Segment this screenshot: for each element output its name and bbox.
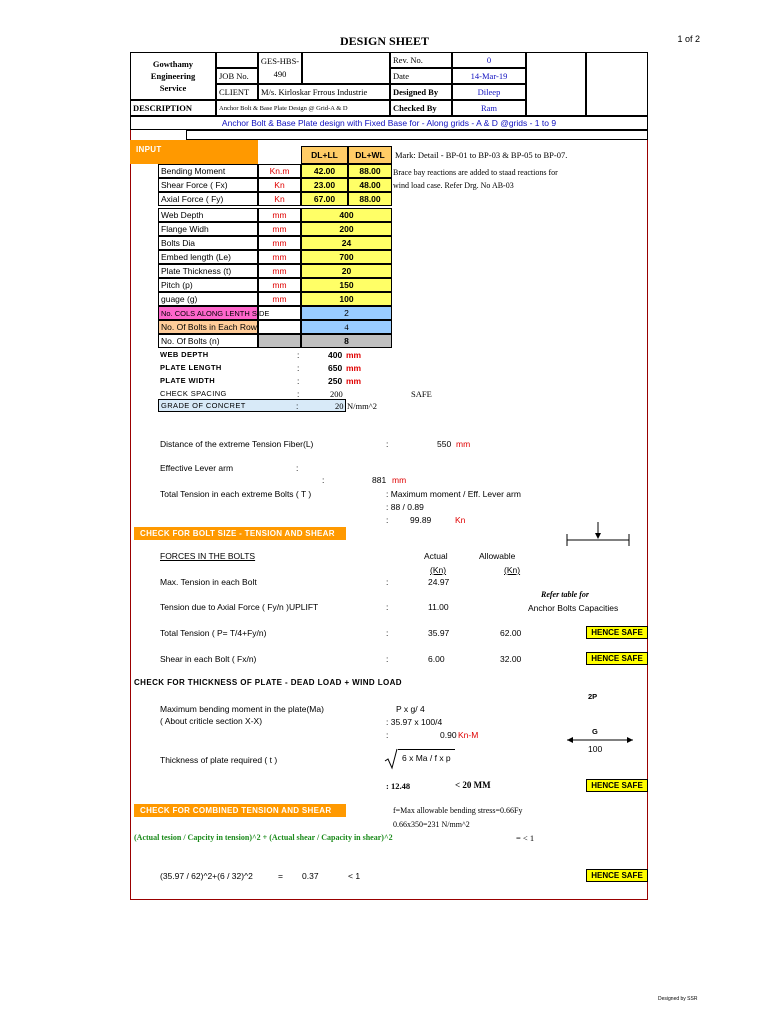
- design-subtitle: Anchor Bolt & Base Plate design with Fixed Base for - Along grids - A & D @grids - 1 to 9: [130, 116, 648, 130]
- refer-note: Refer table for: [541, 590, 589, 599]
- param-label: guage (g): [158, 292, 258, 306]
- thickness-label: Thickness of plate required ( t ): [160, 755, 278, 765]
- allowable-unit: (Kn): [504, 565, 521, 575]
- total-tension-label: Total Tension in each extreme Bolts ( T ): [160, 489, 312, 499]
- root-sign: [384, 748, 398, 770]
- anchor-note: Anchor Bolts Capacities: [528, 603, 619, 613]
- input-band: INPUT: [130, 140, 258, 164]
- plate-row-value: 250: [328, 376, 343, 386]
- moment-unit: Kn-M: [458, 730, 479, 740]
- param-unit: mm: [258, 236, 301, 250]
- param-value[interactable]: 150: [301, 278, 392, 292]
- rev-value: 0: [452, 52, 526, 68]
- dim-100: 100: [588, 744, 603, 754]
- distance-unit: mm: [456, 439, 471, 449]
- bolt-row-actual: 24.97: [428, 577, 450, 587]
- bolt-row-actual: 11.00: [428, 602, 449, 612]
- combined-value: 0.37: [302, 871, 319, 881]
- moment-colon: :: [386, 730, 389, 740]
- thickness-verdict: HENCE SAFE: [586, 779, 648, 792]
- bolts-row-unit-blank: [258, 320, 301, 334]
- total-tension-colon: :: [386, 515, 389, 525]
- root-expression: 6 x Ma / f x p: [398, 749, 455, 763]
- brace-note-2: wind load case. Refer Drg. No AB-03: [393, 181, 514, 190]
- client-label: CLIENT: [216, 84, 258, 100]
- param-value[interactable]: 20: [301, 264, 392, 278]
- bolt-row-verdict: HENCE SAFE: [586, 652, 648, 665]
- designed-label: Designed By: [390, 84, 452, 100]
- distance-value: 550: [437, 439, 452, 449]
- page-number: 1 of 2: [677, 34, 700, 44]
- moment-formula: P x g/ 4: [396, 704, 425, 714]
- bolts-each-row-value[interactable]: 4: [301, 320, 392, 334]
- combined-lt: < 1: [348, 871, 361, 881]
- combined-verdict: HENCE SAFE: [586, 869, 648, 882]
- load-arrow-icon: [595, 533, 601, 539]
- lever-label: Effective Lever arm: [160, 463, 234, 473]
- bolts-each-row-label: No. Of Bolts in Each Row: [158, 320, 258, 334]
- subtitle-grid: [186, 130, 648, 140]
- bolt-row-actual: 6.00: [428, 654, 445, 664]
- param-unit: mm: [258, 222, 301, 236]
- check-spacing-result: SAFE: [411, 389, 432, 399]
- job-number: GES-HBS- 490: [258, 52, 302, 84]
- bolt-row-colon: :: [386, 602, 389, 612]
- nbolts-label: No. Of Bolts (n): [158, 334, 258, 348]
- load-unit: Kn: [258, 192, 301, 206]
- param-label: Plate Thickness (t): [158, 264, 258, 278]
- nbolts-value: 8: [301, 334, 392, 348]
- brace-note-1: Brace bay reactions are added to staad reactions for: [393, 168, 558, 177]
- checked-value: Ram: [452, 100, 526, 116]
- grade-value: 20: [335, 400, 344, 411]
- bolt-check-band: CHECK FOR BOLT SIZE - TENSION AND SHEAR: [134, 527, 346, 540]
- actual-unit: (Kn): [430, 565, 447, 575]
- plate-row-label: WEB DEPTH: [160, 350, 209, 359]
- grade-row: [158, 399, 346, 412]
- header-blank-3: [526, 52, 586, 116]
- plate-row-label: PLATE WIDTH: [160, 376, 216, 385]
- param-label: Embed length (Le): [158, 250, 258, 264]
- param-label: Bolts Dia: [158, 236, 258, 250]
- load-label: Bending Moment: [158, 164, 258, 178]
- total-tension-unit: Kn: [455, 515, 466, 525]
- header-blank-4: [586, 52, 648, 116]
- plate-row-colon: :: [297, 376, 300, 386]
- plate-check-heading: CHECK FOR THICKNESS OF PLATE - DEAD LOAD + WIND LOAD: [134, 678, 402, 687]
- cols-unit-blank: [258, 306, 301, 320]
- bolt-row-colon: :: [386, 654, 389, 664]
- grade-colon: :: [296, 400, 299, 411]
- description-label: DESCRIPTION: [130, 100, 216, 116]
- header-blank: [216, 52, 258, 68]
- moment-sub: ( About criticle section X-X): [160, 716, 263, 726]
- col-header-dlwl: DL+WL: [348, 146, 392, 164]
- plate-row-colon: :: [297, 350, 300, 360]
- bolt-row-label: Max. Tension in each Bolt: [160, 577, 257, 587]
- combined-calc: (35.97 / 62)^2+(6 / 32)^2: [160, 871, 253, 881]
- moment-calc: : 35.97 x 100/4: [386, 717, 443, 727]
- arrow-left-icon: [567, 737, 573, 743]
- load-value-dlwl[interactable]: 88.00: [348, 192, 392, 206]
- cols-along-length-value[interactable]: 2: [301, 306, 392, 320]
- forces-label: FORCES IN THE BOLTS: [160, 551, 256, 561]
- lever-colon-2: :: [322, 475, 325, 485]
- plate-row-value: 650: [328, 363, 343, 373]
- company-name: Gowthamy Engineering Service: [130, 52, 216, 100]
- total-tension-value: 99.89: [410, 515, 432, 525]
- grade-label: GRADE OF CONCRET: [161, 401, 246, 410]
- load-value-dlll[interactable]: 42.00: [301, 164, 348, 178]
- param-value[interactable]: 100: [301, 292, 392, 306]
- load-value-dlll[interactable]: 67.00: [301, 192, 348, 206]
- bolt-row-colon: :: [386, 628, 389, 638]
- plate-row-colon: :: [297, 363, 300, 373]
- rev-label: Rev. No.: [390, 52, 452, 68]
- load-label: Shear Force ( Fx): [158, 178, 258, 192]
- actual-label: Actual: [424, 551, 448, 561]
- load-unit: Kn.m: [258, 164, 301, 178]
- total-tension-calc: : 88 / 0.89: [386, 502, 424, 512]
- job-label: JOB No.: [216, 68, 258, 84]
- bolt-row-actual: 35.97: [428, 628, 450, 638]
- param-value[interactable]: 400: [301, 208, 392, 222]
- load-value-dlwl[interactable]: 48.00: [348, 178, 392, 192]
- checked-label: Checked By: [390, 100, 452, 116]
- lever-value: 881: [372, 475, 387, 485]
- dim-arrow: [565, 736, 635, 744]
- plate-row-value: 400: [328, 350, 343, 360]
- check-spacing-label: CHECK SPACING: [160, 389, 227, 398]
- combined-note-2: 0.66x350=231 N/mm^2: [393, 820, 470, 829]
- param-value[interactable]: 24: [301, 236, 392, 250]
- distance-colon: :: [386, 439, 389, 449]
- nbolts-unit-blank: [258, 334, 301, 348]
- date-label: Date: [390, 68, 452, 84]
- dim-g: G: [592, 727, 598, 736]
- moment-value: 0.90: [440, 730, 457, 740]
- moment-label: Maximum bending moment in the plate(Ma): [160, 704, 324, 714]
- param-unit: mm: [258, 292, 301, 306]
- param-unit: mm: [258, 208, 301, 222]
- param-value[interactable]: 700: [301, 250, 392, 264]
- bolt-row-label: Total Tension ( P= T/4+Fy/n): [160, 628, 267, 638]
- plate-row-unit: mm: [346, 376, 362, 386]
- arrow-right-icon: [627, 737, 633, 743]
- combined-limit: = < 1: [516, 833, 535, 843]
- header-blank-2: [302, 52, 390, 84]
- param-unit: mm: [258, 264, 301, 278]
- param-label: Pitch (p): [158, 278, 258, 292]
- page-title: DESIGN SHEET: [340, 34, 430, 48]
- lever-unit: mm: [392, 475, 407, 485]
- client-name: M/s. Kirloskar Frrous Industrie: [258, 84, 390, 100]
- combined-note-1: f=Max allowable bending stress=0.66Fy: [393, 806, 523, 815]
- load-value-dlll[interactable]: 23.00: [301, 178, 348, 192]
- col-header-dlll: DL+LL: [301, 146, 348, 164]
- cols-along-length-label: No. COLS ALONG LENTH SIDE: [158, 306, 258, 320]
- bolt-row-label: Shear in each Bolt ( Fx/n): [160, 654, 257, 664]
- bolt-row-label: Tension due to Axial Force ( Fy/n )UPLIFT: [160, 602, 319, 612]
- combined-band: CHECK FOR COMBINED TENSION AND SHEAR: [134, 804, 346, 817]
- distance-label: Distance of the extreme Tension Fiber(L): [160, 439, 314, 449]
- combined-eq: =: [278, 871, 283, 881]
- bolt-row-verdict: HENCE SAFE: [586, 626, 648, 639]
- total-tension-formula: : Maximum moment / Eff. Lever arm: [386, 489, 521, 499]
- dim-2p: 2P: [588, 692, 598, 701]
- bolt-row-colon: :: [386, 577, 389, 587]
- param-unit: mm: [258, 250, 301, 264]
- check-spacing-value: 200: [330, 389, 343, 399]
- footer-credit: Designed by SSR: [658, 996, 698, 1002]
- load-label: Axial Force ( Fy): [158, 192, 258, 206]
- param-unit: mm: [258, 278, 301, 292]
- check-spacing-colon: :: [297, 389, 300, 399]
- param-value[interactable]: 200: [301, 222, 392, 236]
- bolt-row-allowable: 62.00: [500, 628, 522, 638]
- plate-row-unit: mm: [346, 363, 362, 373]
- combined-formula: (Actual tesion / Capcity in tension)^2 + (Actual shear / Capacity in shear)^2: [134, 833, 393, 842]
- param-label: Web Depth: [158, 208, 258, 222]
- plate-row-unit: mm: [346, 350, 362, 360]
- mark-note: Mark: Detail - BP-01 to BP-03 & BP-05 to BP-07.: [395, 150, 568, 160]
- bolt-row-allowable: 32.00: [500, 654, 522, 664]
- grade-unit: N/mm^2: [347, 401, 377, 411]
- plate-row-label: PLATE LENGTH: [160, 363, 222, 372]
- bolt-diagram: [563, 520, 633, 550]
- load-value-dlwl[interactable]: 88.00: [348, 164, 392, 178]
- thickness-result: : 12.48: [386, 781, 411, 791]
- designed-value: Dileep: [452, 84, 526, 100]
- date-value: 14-Mar-19: [452, 68, 526, 84]
- description-text: Anchor Bolt & Base Plate Design @ Grid-A & D: [216, 100, 390, 116]
- param-label: Flange Widh: [158, 222, 258, 236]
- thickness-compare: < 20 MM: [455, 780, 491, 790]
- load-unit: Kn: [258, 178, 301, 192]
- allowable-label: Allowable: [479, 551, 516, 561]
- lever-colon-1: :: [296, 463, 299, 473]
